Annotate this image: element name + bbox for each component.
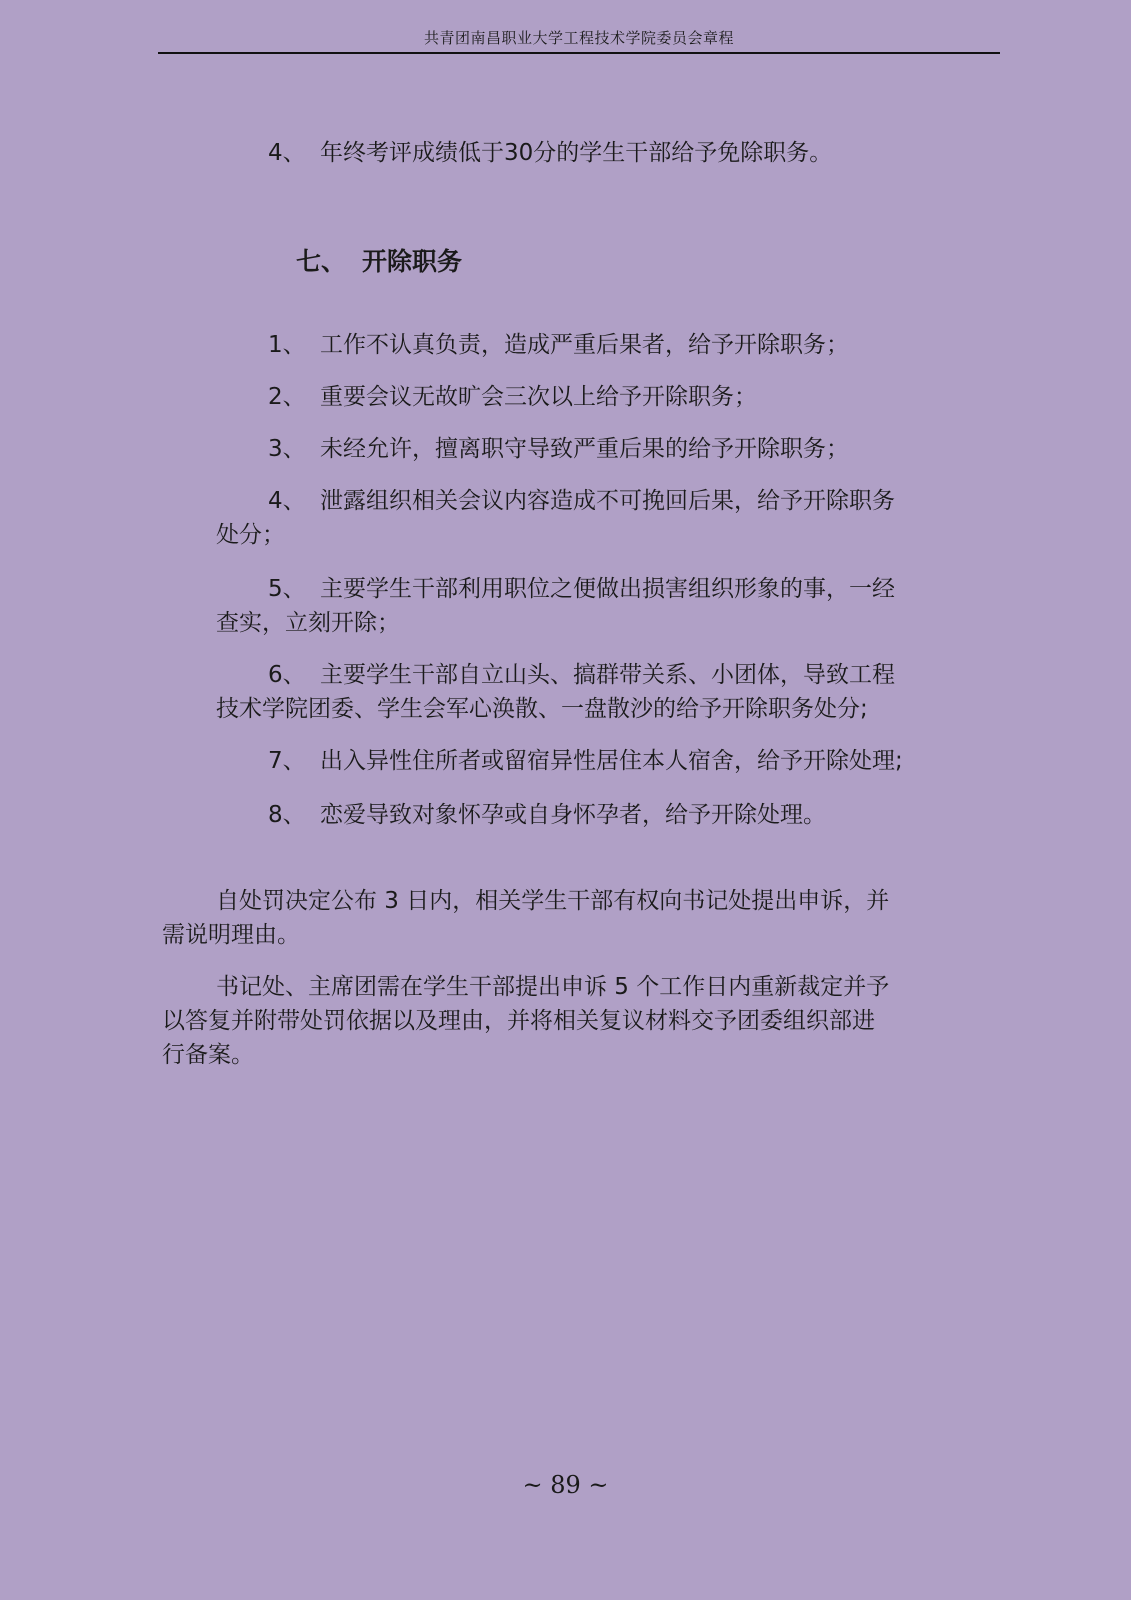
list-text: 泄露组织相关会议内容造成不可挽回后果，给予开除职务 (320, 488, 895, 514)
paragraph-line: 以答复并附带处罚依据以及理由，并将相关复议材料交予团委组织部进 (162, 1008, 875, 1034)
section-heading (296, 245, 462, 279)
list-text: 工作不认真负责，造成严重后果者，给予开除职务； (320, 332, 849, 358)
list-text: 未经允许，擅离职守导致严重后果的给予开除职务； (320, 436, 849, 462)
list-number: 4、 (268, 488, 306, 514)
list-item-continuation: 技术学院团委、学生会军心涣散、一盘散沙的给予开除职务处分; (216, 696, 868, 722)
section-title: 开除职务 (362, 247, 463, 276)
list-item (268, 432, 849, 466)
page-number: ~ 89 ~ (522, 1471, 609, 1499)
paragraph-line: 书记处、主席团需在学生干部提出申诉 5 个工作日内重新裁定并予 (216, 974, 890, 1000)
list-item-continuation: 查实，立刻开除； (216, 610, 400, 636)
list-item (268, 572, 895, 606)
list-item (268, 798, 826, 832)
list-number: 3、 (268, 436, 306, 462)
paragraph-line: 需说明理由。 (162, 922, 300, 948)
list-text: 恋爱导致对象怀孕或自身怀孕者，给予开除处理。 (320, 802, 826, 828)
list-number: 1、 (268, 332, 306, 358)
list-item (268, 328, 849, 362)
page-header: 共青团南昌职业大学工程技术学院委员会章程 (158, 26, 1000, 54)
paragraph-line: 自处罚决定公布 3 日内，相关学生干部有权向书记处提出申诉，并 (216, 888, 890, 914)
list-item-continuation: 处分； (216, 522, 285, 548)
list-text: 年终考评成绩低于30分的学生干部给予免除职务。 (320, 140, 833, 166)
list-number: 2、 (268, 384, 306, 410)
list-item (268, 744, 903, 778)
list-item (268, 658, 895, 692)
list-number: 8、 (268, 802, 306, 828)
list-item (268, 484, 895, 518)
list-text: 主要学生干部利用职位之便做出损害组织形象的事，一经 (320, 576, 895, 602)
section-number: 七、 (296, 247, 347, 276)
list-item (268, 380, 757, 414)
list-text: 出入异性住所者或留宿异性居住本人宿舍，给予开除处理; (320, 748, 903, 774)
list-text: 主要学生干部自立山头、搞群带关系、小团体，导致工程 (320, 662, 895, 688)
list-text: 重要会议无故旷会三次以上给予开除职务； (320, 384, 757, 410)
list-number: 6、 (268, 662, 306, 688)
list-item-prev (268, 136, 832, 170)
list-number: 4、 (268, 140, 306, 166)
list-number: 5、 (268, 576, 306, 602)
list-number: 7、 (268, 748, 306, 774)
paragraph-line: 行备案。 (162, 1042, 254, 1068)
